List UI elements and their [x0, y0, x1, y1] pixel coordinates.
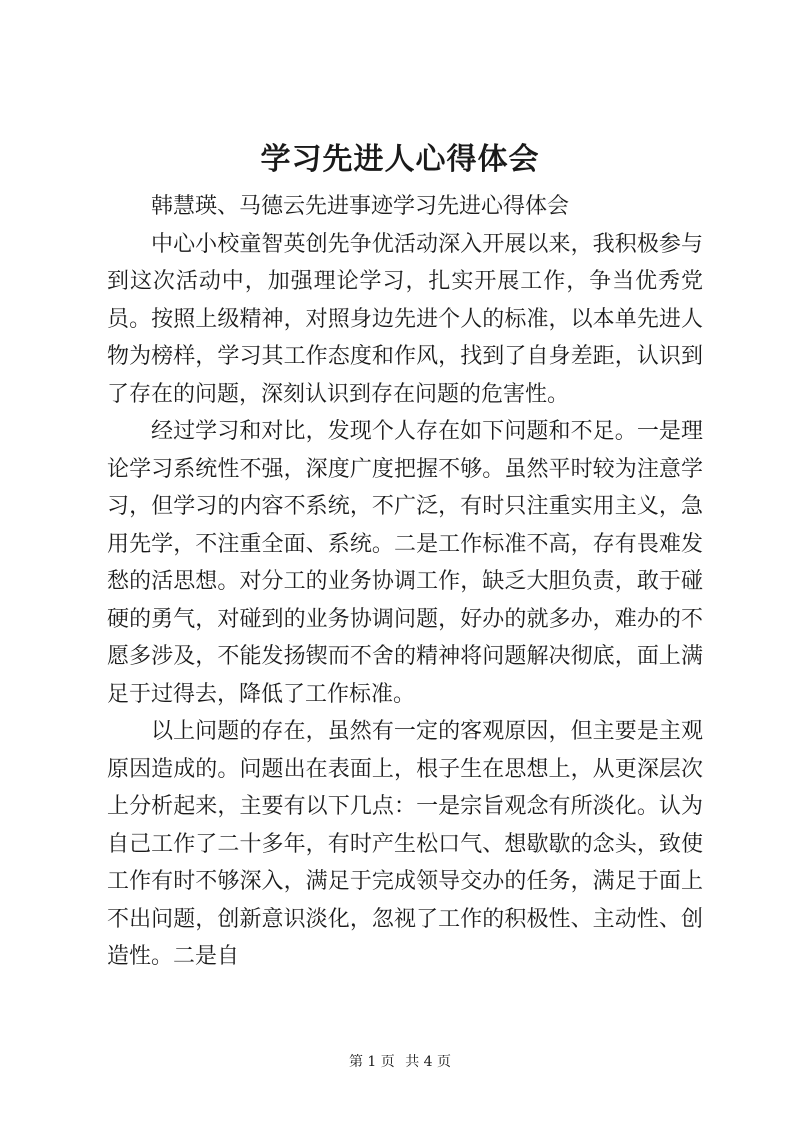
document-body	[107, 188, 703, 976]
body-paragraph: 以上问题的存在，虽然有一定的客观原因，但主要是主观原因造成的。问题出在表面上，根子生在思想上，从更深层次上分析起来，主要有以下几点：一是宗旨观念有所淡化。认为自己工作了二十多年，有时产生松口气、想歇歇的念头，致使工作有时不够深入，满足于完成领导交办的任务，满足于面上不出问题，创新意识淡化，忽视了工作的积极性、主动性、创造性。二是自	[107, 719, 703, 969]
body-paragraph: 经过学习和对比，发现个人存在如下问题和不足。一是理论学习系统性不强，深度广度把握不够。虽然平时较为注意学习，但学习的内容不系统，不广泛，有时只注重实用主义，急用先学，不注重全面、系统。二是工作标准不高，存有畏难发愁的活思想。对分工的业务协调工作，缺乏大胆负责，敢于碰硬的勇气，对碰到的业务协调问题，好办的就多办，难办的不愿多涉及，不能发扬锲而不舍的精神将问题解决彻底，面上满足于过得去，降低了工作标准。	[107, 419, 703, 707]
document-title: 学习先进人心得体会	[260, 142, 540, 177]
subtitle-paragraph: 韩慧瑛、马德云先进事迹学习先进心得体会	[151, 194, 570, 219]
page-footer	[0, 1052, 800, 1072]
body-paragraph: 中心小校童智英创先争优活动深入开展以来，我积极参与到这次活动中，加强理论学习，扎实开展工作，争当优秀党员。按照上级精神，对照身边先进个人的标准，以本单先进人物为榜样，学习其工作态度和作风，找到了自身差距，认识到了存在的问题，深刻认识到存在问题的危害性。	[107, 231, 703, 407]
page-total: 共 4 页	[405, 1054, 452, 1070]
page-number: 第 1 页	[348, 1054, 395, 1070]
